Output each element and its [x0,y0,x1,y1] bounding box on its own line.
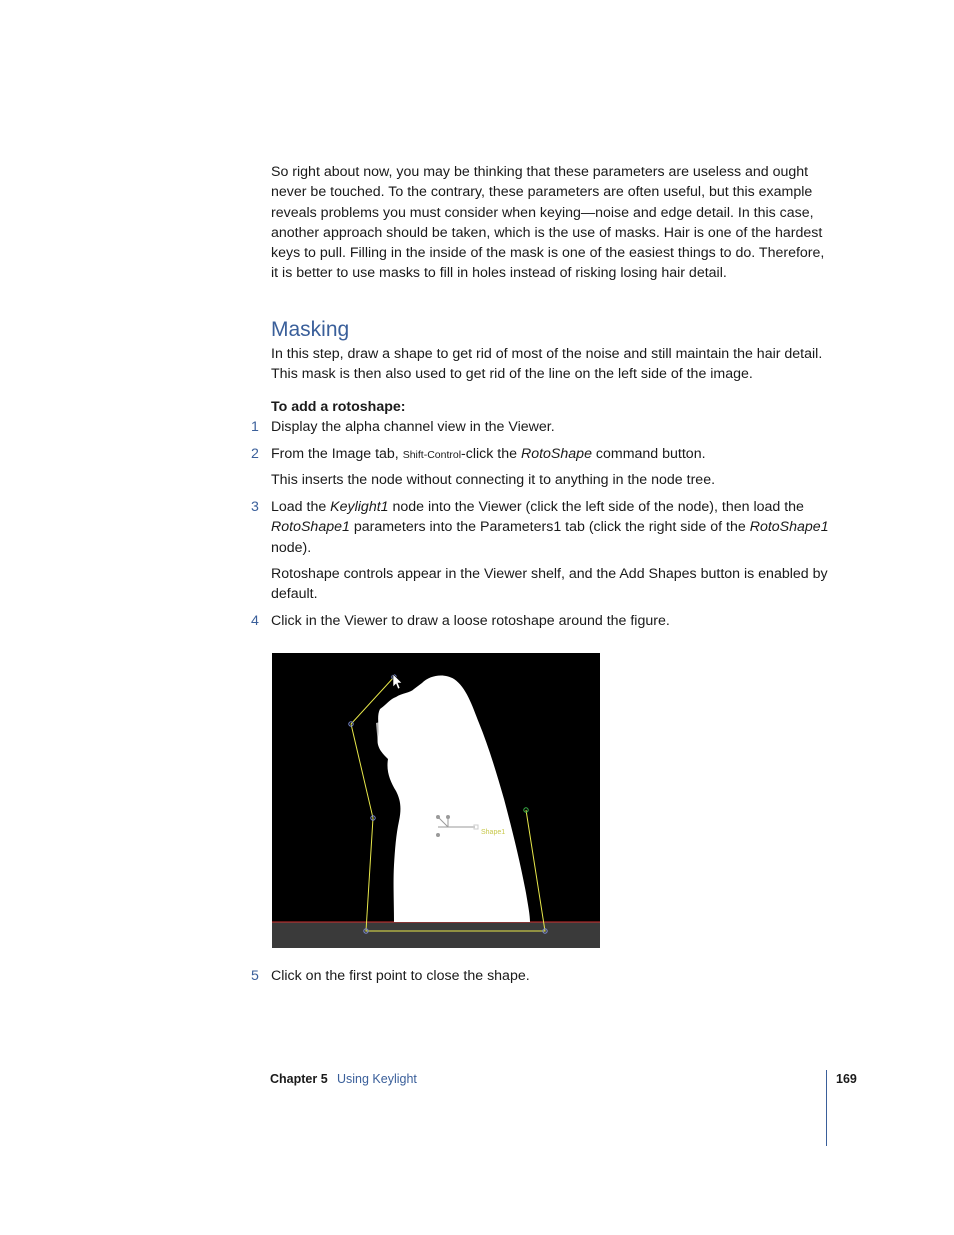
step-text-part: parameters into the Parameters1 tab (click the right side of the [349,519,750,536]
transform-widget-handle [436,815,440,819]
step-text: Display the alpha channel view in the Viewer. [271,419,555,435]
step-note: Rotoshape controls appear in the Viewer shelf, and the Add Shapes button is enabled by default. [271,566,828,603]
step-text-part: node into the Viewer (click the left side of the node), then load the [388,499,804,515]
node-name: RotoShape1 [749,519,829,536]
step-text: Click in the Viewer to draw a loose rotoshape around the figure. [271,613,670,629]
step-text [271,497,831,558]
shape-label: Shape1 [481,829,506,836]
transform-widget-handle [446,815,450,819]
step-text-part: Load the [271,499,331,515]
step-text-part: node). [271,539,312,556]
node-name: Keylight1 [330,499,389,515]
transform-widget-handle [436,833,440,837]
footer-chapter: Chapter 5 [270,1072,328,1086]
step-number: 4 [251,613,259,629]
viewer-bottom-band [272,922,600,948]
step-text-part: From the Image tab, [271,446,403,462]
section-heading: Masking [271,318,350,341]
step-note: This inserts the node without connecting it to anything in the node tree. [271,472,716,488]
step-number: 2 [251,446,259,462]
step-text [271,444,831,465]
step-text: Click on the first point to close the shape. [271,968,530,984]
task-heading: To add a rotoshape: [271,399,406,415]
section-intro: In this step, draw a shape to get rid of most of the noise and still maintain the hair detail. This mask is then also used to get rid of the line on the left side of the image. [271,346,823,383]
footer-divider [826,1070,827,1146]
alpha-matte-image [272,653,600,948]
viewer-screenshot [272,653,600,948]
step-number: 5 [251,968,259,984]
command-name: RotoShape [520,446,592,462]
node-name: RotoShape1 [271,519,350,536]
step-text-part: -click the [461,446,521,462]
footer-chapter-title: Using Keylight [337,1072,417,1086]
step-number: 1 [251,419,259,435]
step-number: 3 [251,499,259,515]
step-text-part: command button. [591,446,706,462]
intro-paragraph: So right about now, you may be thinking that these parameters are useless and ought never be touched. To the contrary, these parameters are often useful, but this example reveals problems you must consider when keying—noise and edge detail. In this case, another approach should be taken, which is the use of masks. Hair is one of the hardest keys to pull. Filling in the inside of the mask is one of the easiest things to do. Therefore, it is better to use masks to fill in holes instead of risking losing hair detail. [271,164,825,282]
key-combo: Shift-Control [402,449,462,461]
page-number: 169 [836,1072,857,1086]
